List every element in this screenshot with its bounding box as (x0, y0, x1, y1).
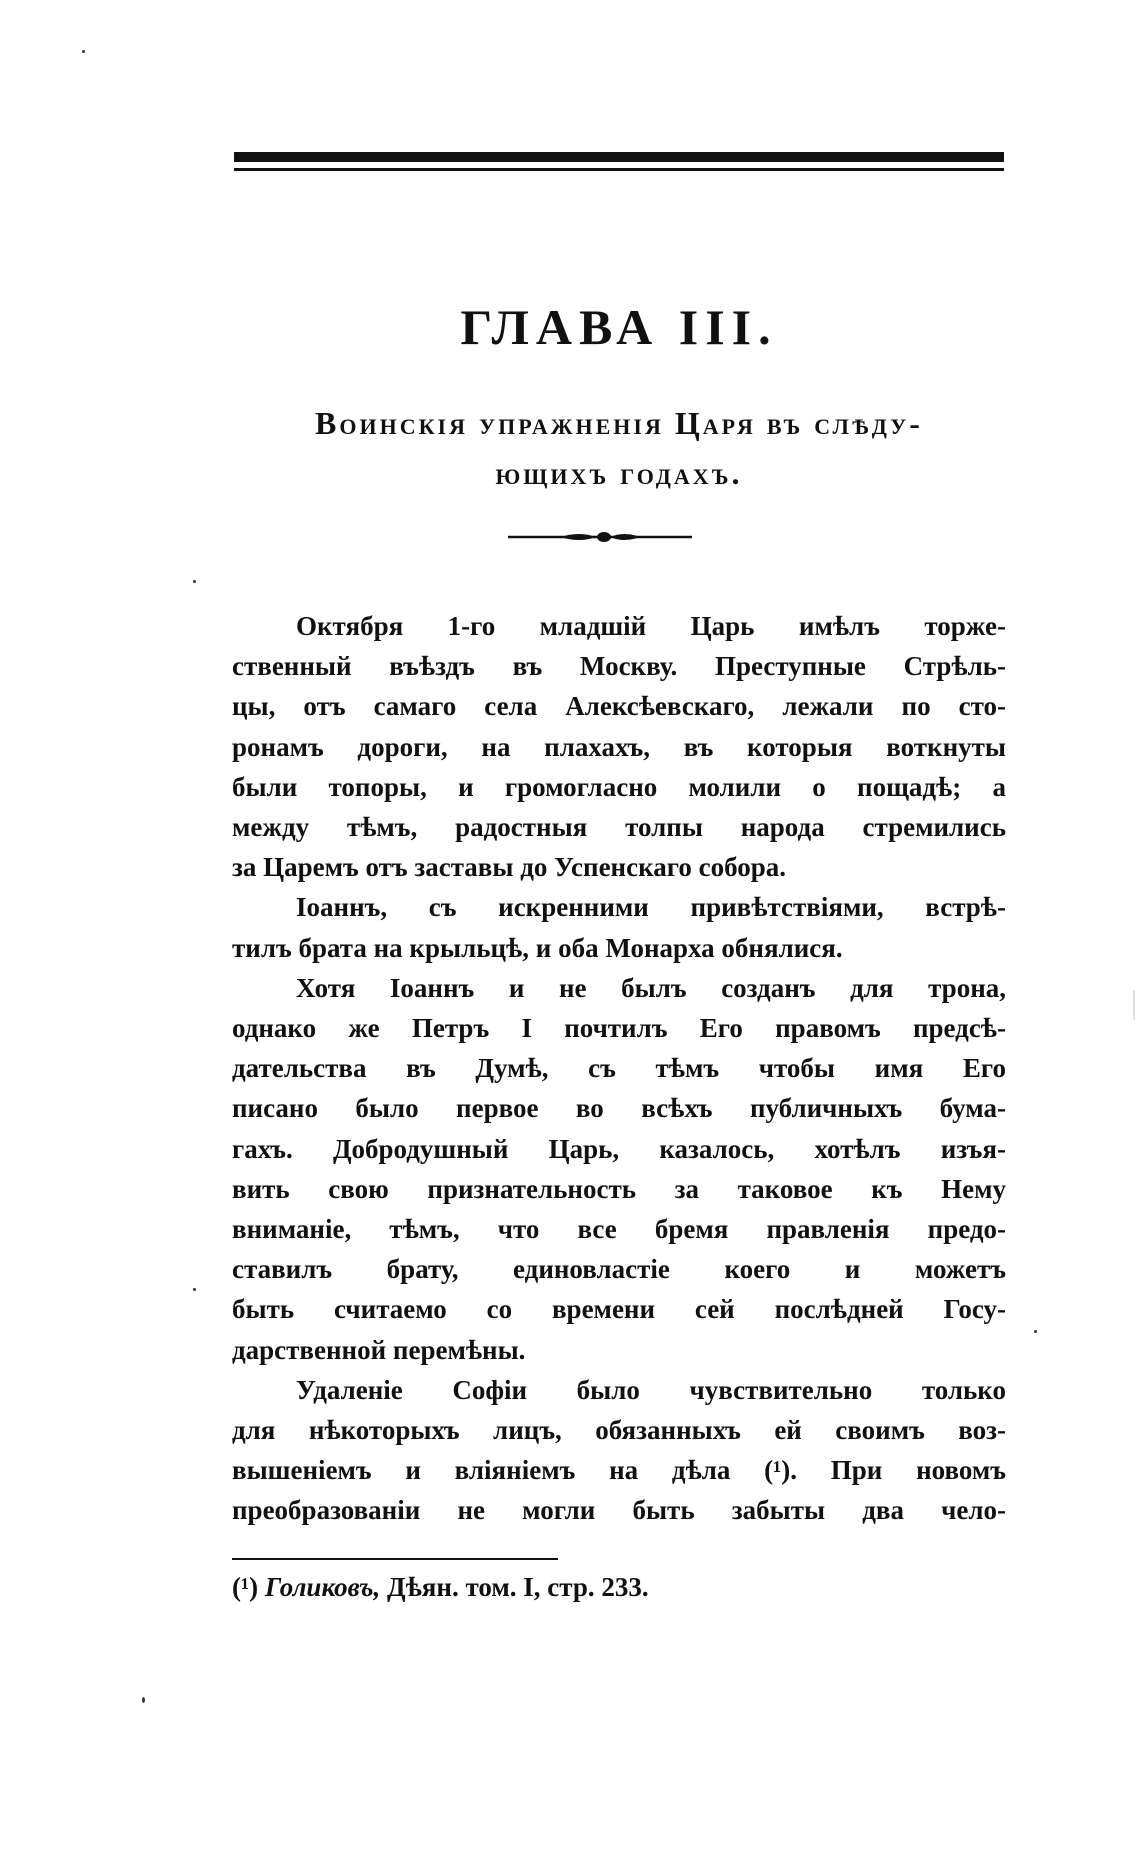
text-line: для нѣкоторыхъ лицъ, обязанныхъ ей своимъ воз- (232, 1415, 1006, 1446)
chapter-subtitle-line-2: ющихъ годахъ. (495, 455, 743, 491)
text-line: вышеніемъ и вліяніемъ на дѣла (¹). При новомъ (232, 1455, 1006, 1486)
chapter-subtitle (234, 398, 1004, 498)
chapter-subtitle-line-1: Воинскія упражненія Царя въ слѣду- (315, 405, 923, 441)
footnote (232, 1572, 649, 1603)
text-line: однако же Петръ I почтилъ Его правомъ предсѣ- (232, 1013, 1006, 1044)
text-line: дательства въ Думѣ, съ тѣмъ чтобы имя Его (232, 1053, 1006, 1084)
body-text (232, 606, 1006, 1531)
paragraph-3 (232, 968, 1006, 1370)
text-line: ронамъ дороги, на плахахъ, въ которыя воткнуты (232, 731, 1006, 762)
ornament-divider-icon (500, 530, 700, 544)
text-line: гахъ. Добродушный Царь, казалось, хотѣлъ изъя- (232, 1133, 1006, 1164)
top-rule-thick (234, 152, 1004, 162)
chapter-title: ГЛАВА III. (460, 299, 778, 355)
top-double-rule (234, 152, 1004, 174)
text-line: ставилъ брату, единовластіе коего и можетъ (232, 1254, 1006, 1285)
scan-speck (1034, 1330, 1037, 1333)
paragraph-1 (232, 606, 1006, 887)
text-line: ственный въѣздъ въ Москву. Преступные Стрѣль- (232, 651, 1006, 682)
footnote-marker: (¹) (232, 1572, 259, 1602)
top-rule-thin (234, 168, 1004, 171)
text-line: быть считаемо со времени сей послѣдней Госу- (232, 1294, 1006, 1325)
footnote-author: Голиковъ, (264, 1572, 381, 1602)
text-line: писано было первое во всѣхъ публичныхъ бума- (232, 1093, 1006, 1124)
text-line: Іоаннъ, съ искренними привѣтствіями, встрѣ- (296, 892, 1006, 923)
text-line: были топоры, и громогласно молили о пощадѣ; а (232, 771, 1006, 802)
footnote-text: Дѣян. том. I, стр. 233. (387, 1572, 649, 1602)
text-line: вниманіе, тѣмъ, что все бремя правленія предо- (232, 1214, 1006, 1245)
text-line: преобразованіи не могли быть забыты два чело- (232, 1495, 1006, 1526)
footnote-rule (232, 1558, 558, 1560)
scan-speck (193, 580, 196, 583)
text-line: Октября 1-го младшій Царь имѣлъ торже- (296, 611, 1006, 641)
text-line: между тѣмъ, радостныя толпы народа стремились (232, 812, 1006, 843)
text-line: вить свою признательность за таковое къ Нему (232, 1173, 1006, 1204)
scan-speck (1133, 990, 1135, 1020)
paragraph-4 (232, 1370, 1006, 1531)
text-line: цы, отъ самаго села Алексѣевскаго, лежали по сто- (232, 691, 1006, 722)
scan-speck (82, 50, 85, 53)
text-line: за Царемъ отъ заставы до Успенскаго собора. (232, 852, 786, 883)
text-line: Хотя Іоаннъ и не былъ созданъ для трона, (296, 972, 1006, 1003)
paragraph-2 (232, 887, 1006, 967)
scan-speck (193, 1288, 196, 1291)
text-line: Удаленіе Софіи было чувствительно только (296, 1374, 1006, 1405)
text-line: дарственной перемѣны. (232, 1334, 526, 1365)
scan-speck (142, 1697, 145, 1703)
text-line: тилъ брата на крыльцѣ, и оба Монарха обнялися. (232, 932, 843, 963)
